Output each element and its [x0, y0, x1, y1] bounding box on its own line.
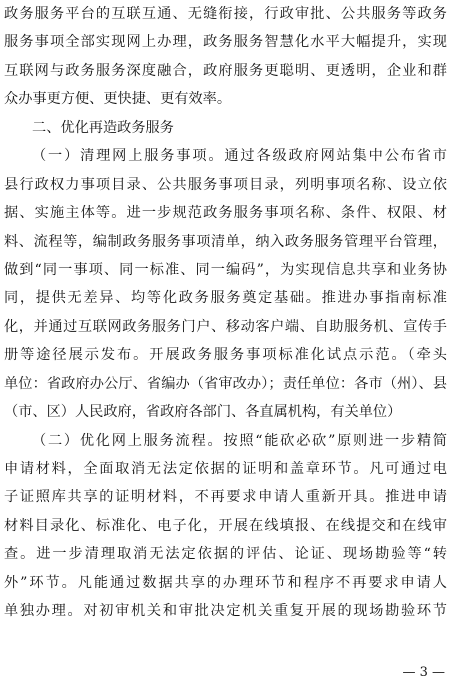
text-line: 县行政权力事项目录、公共服务事项目录，列明事项名称、设立依 [4, 176, 447, 193]
text-line: 外”环节。凡能通过数据共享的办理环节和程序不再要求申请人 [4, 574, 447, 591]
text-line: （二）优化网上服务流程。按照“能砍必砍”原则进一步精简 [32, 432, 447, 449]
text-line: 册等途径展示发布。开展政务服务事项标准化试点示范。（牵头 [4, 347, 447, 364]
text-line: 子证照库共享的证明材料，不再要求申请人重新开具。推进申请 [4, 489, 447, 506]
text-line: 料、流程等，编制政务服务事项清单，纳入政务服务管理平台管理， [4, 233, 447, 250]
text-line: 服务事项全部实现网上办理，政务服务智慧化水平大幅提升，实现 [4, 34, 447, 51]
text-line: 单位：省政府办公厅、省编办（省审改办）；责任单位：各市（州）、县 [4, 375, 447, 392]
body-text [4, 0, 447, 626]
text-line: 申请材料，全面取消无法定依据的证明和盖章环节。凡可通过电 [4, 461, 447, 477]
section-heading: 二、优化再造政务服务 [32, 119, 174, 136]
text-line: 做到“同一事项、同一标准、同一编码”，为实现信息共享和业务协 [4, 261, 447, 278]
text-line: （市、区）人民政府，省政府各部门、各直属机构，有关单位） [4, 404, 402, 421]
text-line: 政务服务平台的互联互通、无缝衔接，行政审批、公共服务等政务 [4, 6, 447, 22]
text-line: 同，提供无差异、均等化政务服务奠定基础。推进办事指南标准 [4, 290, 447, 307]
text-line: 查。进一步清理取消无法定依据的评估、论证、现场勘验等“转 [4, 546, 447, 563]
text-line: （一）清理网上服务事项。通过各级政府网站集中公布省市 [32, 148, 447, 165]
text-line: 材料目录化、标准化、电子化，开展在线填报、在线提交和在线审 [4, 517, 447, 534]
page-number: — 3 — [402, 665, 445, 680]
text-line: 单独办理。对初审机关和审批决定机关重复开展的现场勘验环节 [4, 603, 447, 620]
text-line: 互联网与政务服务深度融合，政府服务更聪明、更透明，企业和群 [4, 62, 447, 79]
text-line: 众办事更方便、更快捷、更有效率。 [4, 91, 232, 108]
text-line: 化，并通过互联网政务服务门户、移动客户端、自助服务机、宣传手 [4, 318, 447, 335]
text-line: 据、实施主体等。进一步规范政务服务事项名称、条件、权限、材 [4, 205, 447, 222]
